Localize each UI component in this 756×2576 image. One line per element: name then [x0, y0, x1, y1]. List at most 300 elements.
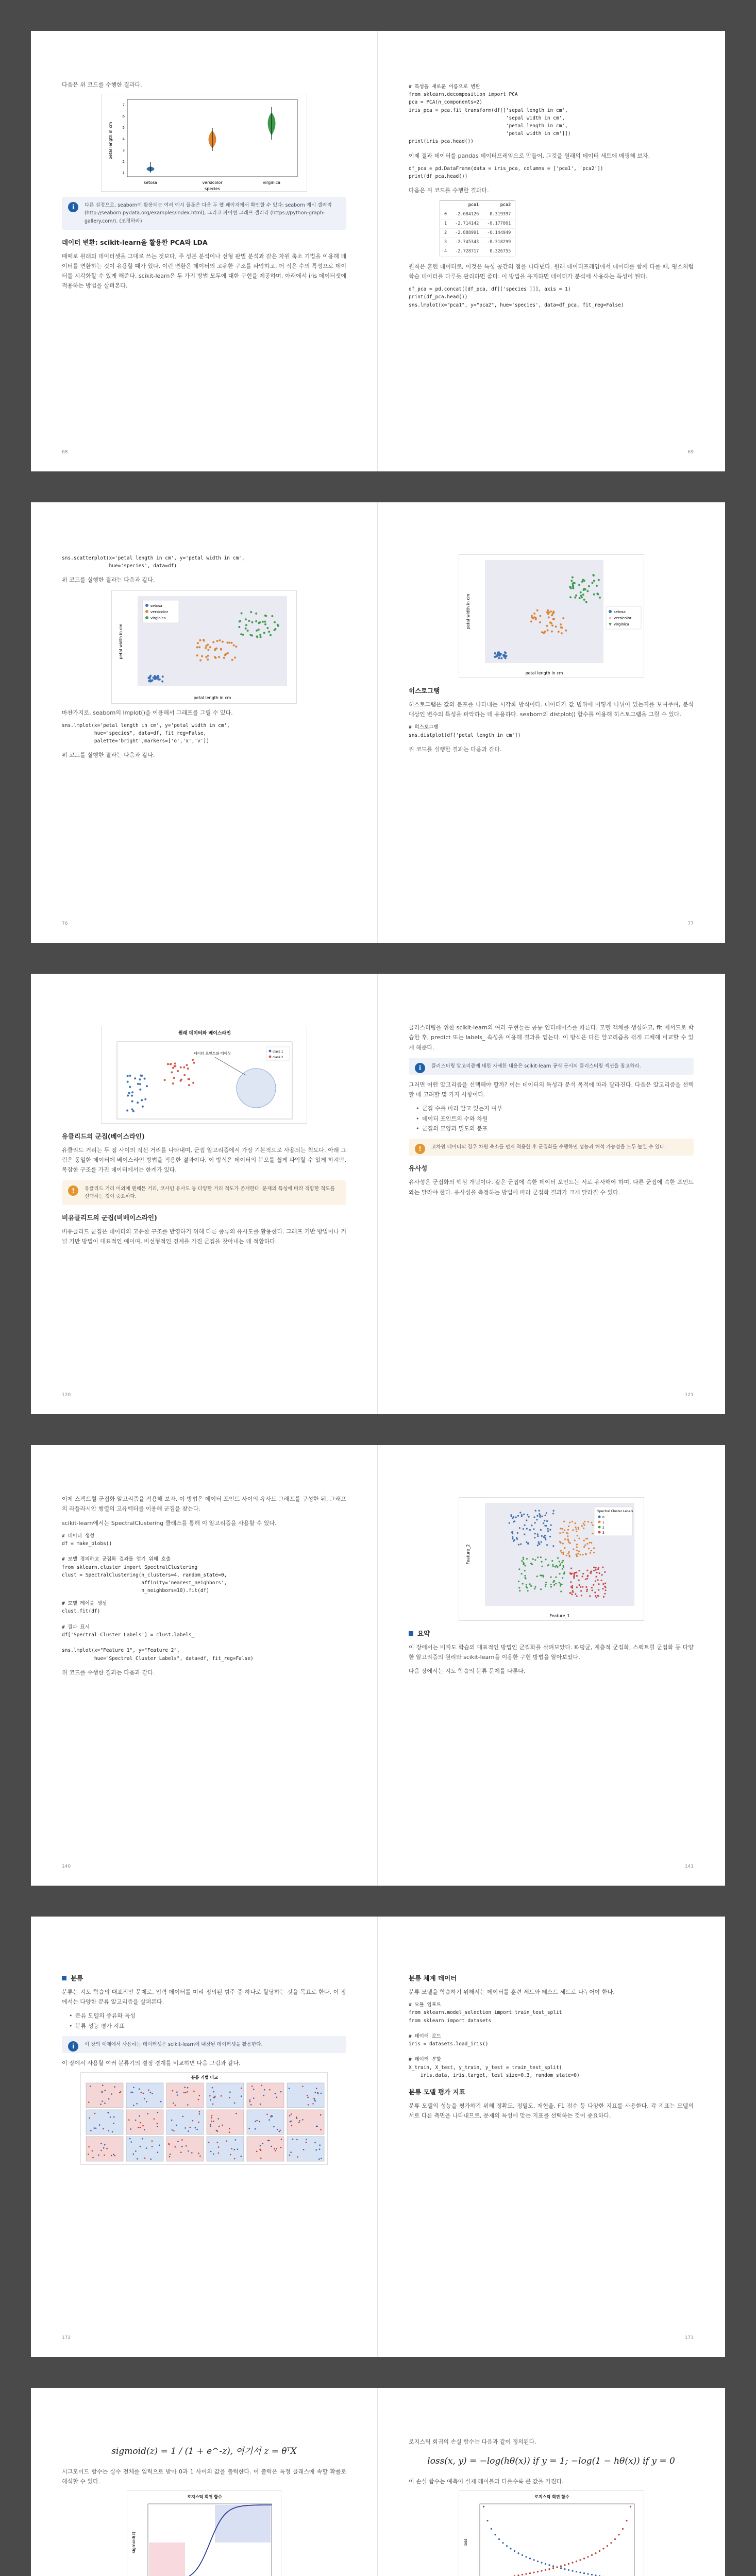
scatter-point — [513, 1516, 514, 1518]
scatter-point — [526, 1541, 527, 1543]
scatter-point — [130, 2142, 132, 2143]
scatter-point — [120, 2091, 122, 2093]
scatter-point — [241, 2096, 242, 2097]
scatter-point — [569, 1543, 570, 1544]
loss-point-y1 — [591, 2574, 592, 2575]
scatter-point — [152, 2141, 153, 2142]
section-heading: 히스토그램 — [409, 687, 440, 694]
scatter-point — [534, 1522, 535, 1523]
scatter-point — [503, 656, 505, 658]
page-footer — [62, 449, 346, 457]
scatter-point — [570, 1581, 572, 1583]
scatter-point — [523, 1514, 525, 1515]
scatter-point — [515, 1516, 516, 1518]
diagram-callout: 데이터 포인트와 메이싱 — [193, 1052, 231, 1056]
loss-point-y1 — [494, 2534, 496, 2535]
scatter-point — [319, 2145, 321, 2146]
scatter-point — [577, 1553, 579, 1554]
scatter-point — [536, 609, 538, 612]
scatter-point — [500, 657, 502, 659]
scatter-point — [141, 2092, 142, 2094]
scatter-point — [260, 2158, 262, 2159]
scatter-point — [94, 2113, 96, 2114]
scatter-point — [538, 1510, 540, 1512]
scatter-point — [171, 2120, 173, 2121]
scatter-point — [524, 1534, 525, 1535]
code-block: # 모듈 임포트 from sklearn.model_selection import train_test_split from sklearn import datasets # 데이터 로드 iris = datasets.load_iris() # 데이터 분할 X_train, X_test, y_train, y_test = train_test_split( iris.data, iris.target, test_size=0.3, random_state=0) — [409, 2002, 580, 2078]
loss-point-y0 — [567, 2563, 569, 2565]
scatter-point — [211, 2121, 212, 2122]
scatter-point — [575, 1529, 577, 1530]
classifier-panel — [287, 2137, 324, 2161]
scatter-point — [131, 1091, 133, 1093]
scatter-point — [172, 2129, 173, 2131]
scatter-point — [525, 1578, 526, 1579]
page-140 — [31, 1445, 378, 1886]
scatter-point — [215, 657, 217, 659]
scatter-point — [546, 1544, 548, 1546]
scatter-point — [561, 1568, 563, 1570]
scatter-point — [222, 640, 224, 642]
scatter-point — [578, 1584, 580, 1586]
body-paragraph: 유사성은 군집화의 핵심 개념이다. 같은 군집에 속한 데이터 포인트는 서로 유사해야 하며, 다른 군집에 속한 포인트와는 달라야 한다. 유사성을 측정하는 방법에 따라 군집화 결과가 크게 달라질 수 있다. — [409, 1179, 694, 1196]
classifier-panel — [247, 2137, 284, 2161]
scatter-point — [180, 1066, 182, 1069]
scatter-point — [234, 2158, 236, 2160]
scatter-point — [248, 620, 250, 622]
scatter-point — [92, 2157, 94, 2159]
scatter-point — [190, 2127, 191, 2128]
classifier-panel — [86, 2083, 123, 2108]
scatter-point — [260, 2150, 262, 2151]
scatter-point — [144, 1098, 146, 1100]
scatter-point — [290, 2121, 291, 2123]
scatter-point — [579, 591, 581, 594]
page-number: 121 — [684, 1393, 694, 1398]
scatter-point — [139, 1083, 141, 1085]
scatter-point — [319, 2149, 321, 2150]
list-item: • 군집 수를 미리 알고 있는지 여부 — [416, 1104, 694, 1113]
scatter-point — [157, 2152, 159, 2154]
body-paragraph: 이 장에서 사용할 여러 분류기의 결정 경계를 비교하면 다음 그림과 같다. — [62, 2060, 241, 2067]
body-paragraph: 분류 모델을 학습하기 위해서는 데이터를 훈련 세트와 테스트 세트로 나누어야 한다. — [409, 1988, 615, 1995]
scatter-point — [534, 1537, 535, 1538]
spread-3 — [31, 974, 725, 1414]
scatter-point — [249, 2101, 251, 2103]
scatter-point — [589, 1595, 591, 1597]
scatter-point — [308, 2104, 309, 2106]
scatter-point — [565, 1555, 567, 1556]
scatter-point — [591, 582, 593, 584]
scatter-point — [264, 623, 266, 625]
scatter-point — [537, 1556, 539, 1558]
scatter-point — [533, 1588, 535, 1589]
scatter-point — [132, 1110, 135, 1112]
page-number: 172 — [62, 2335, 71, 2341]
loss-point-y0 — [598, 2550, 600, 2552]
scatter-point — [583, 1524, 585, 1526]
scatter-point — [547, 1528, 548, 1530]
y-axis-label: petal length in cm — [108, 122, 113, 160]
scatter-point — [192, 1059, 194, 1061]
scatter-point — [321, 2158, 322, 2160]
scatter-point — [250, 2104, 252, 2106]
page-footer — [62, 1863, 346, 1871]
scatter-point — [213, 2154, 214, 2155]
scatter-point — [205, 656, 207, 658]
scatter-point — [213, 2091, 214, 2093]
scatter-point — [302, 2119, 304, 2121]
scatter-point — [546, 629, 548, 631]
scatter-point — [277, 2129, 278, 2130]
scatter-point — [512, 1536, 513, 1538]
svg-text:2: 2 — [122, 160, 125, 164]
scatter-point — [277, 623, 279, 625]
scatter-point — [173, 1077, 175, 1079]
lmplot-petal — [459, 554, 644, 678]
scatter-point — [550, 631, 552, 633]
scatter-point — [602, 1588, 603, 1589]
code-block: sns.scatterplot(x='petal length in cm', y='petal width in cm', hue='species', data=df) — [62, 555, 245, 569]
scatter-point — [134, 1077, 136, 1079]
scatter-point — [549, 1536, 551, 1537]
scatter-point — [545, 1584, 546, 1585]
scatter-point — [578, 1570, 580, 1571]
scatter-point — [582, 594, 584, 596]
scatter-point — [210, 2099, 211, 2101]
scatter-point — [508, 1522, 510, 1524]
scatter-point — [229, 2128, 230, 2130]
scatter-point — [170, 2154, 171, 2155]
scatter-point — [196, 2129, 198, 2130]
scatter-point — [536, 1519, 537, 1520]
scatter-point — [248, 2128, 250, 2129]
scatter-point — [547, 1530, 549, 1532]
scatter-point — [524, 1575, 526, 1577]
scatter-point — [197, 642, 199, 644]
loss-point-y1 — [572, 2570, 573, 2572]
scatter-point — [92, 2150, 93, 2152]
scatter-point — [153, 676, 155, 679]
body-paragraph: 이 손실 함수는 예측이 실제 레이블과 다를수록 큰 값을 가진다. — [409, 2478, 564, 2485]
scatter-point — [127, 1075, 129, 1077]
scatter-point — [529, 1529, 530, 1531]
y-axis-label: petal width in cm — [119, 623, 123, 659]
scatter-point — [235, 646, 237, 648]
scatter-point — [239, 620, 241, 622]
scatter-point — [582, 1523, 584, 1524]
scatter-point — [223, 656, 225, 658]
scatter-point — [597, 1579, 598, 1581]
scatter-point — [210, 2126, 211, 2127]
scatter-point — [137, 2158, 138, 2160]
scatter-point — [103, 2147, 105, 2149]
loss-point-y1 — [513, 2550, 515, 2552]
legend-1: 1 — [602, 1521, 604, 1524]
square-bullet-icon — [62, 1976, 66, 1980]
body-paragraph: 원칙은 훈련 데이터로, 이것은 특성 공간의 점을 나타낸다. 원래 데이터프레임에서 데이터를 함께 다룰 때, 평소처럼 학습 데이터를 다루듯 관리하면 좋다. 이 방법을 유지하면 데이터가 분석에 사용하는 특성이 된다. — [409, 263, 694, 280]
scatter-point — [572, 1529, 574, 1531]
scatter-point — [547, 609, 549, 612]
square-bullet-icon — [409, 1631, 413, 1636]
scatter-point — [518, 1568, 520, 1570]
scatter-point — [568, 1541, 569, 1543]
loss-point-y0 — [521, 2574, 523, 2575]
body-paragraph: 때때로 원래의 데이터셋을 그대로 쓰는 것보다, 주 성분 분석이나 선형 판별 분석과 같은 차원 축소 기법을 이용해 데이터를 변환하는 것이 유용할 때가 있다. 이런 변환은 데이터의 고유한 구조를 파악하고, 더 적은 수의 특성으로 데이터를 시각화할 수 있게 해준다. scikit-learn은 두 가지 방법 모두에 대한 구현을 제공하며, 아래에서 iris 데이터셋에 적용하는 방법을 살펴본다. — [62, 252, 346, 290]
scatter-point — [181, 2140, 183, 2141]
scatter-point — [290, 2152, 292, 2154]
scatter-point — [315, 2092, 316, 2094]
classifier-panel — [287, 2110, 324, 2134]
scatter-point — [598, 1583, 599, 1585]
scatter-point — [576, 1531, 577, 1532]
scatter-point — [562, 1565, 564, 1567]
scatter-point — [321, 2093, 322, 2094]
section-heading: 분류 — [62, 1973, 346, 1984]
scatter-point — [546, 1520, 548, 1522]
scatter-point — [198, 2153, 199, 2155]
scatter-point — [543, 632, 545, 634]
info-icon: i — [68, 202, 78, 212]
scatter-point — [205, 645, 207, 647]
scatter-point — [531, 1524, 532, 1526]
scatter-point — [541, 1575, 542, 1577]
scatter-point — [519, 1590, 520, 1591]
table-row: 3 -2.745343 -0.318299 — [440, 238, 515, 247]
legend-class-1: class 1 — [273, 1050, 283, 1054]
scatter-point — [133, 2087, 135, 2089]
bullet-list — [69, 2011, 346, 2031]
scatter-point — [142, 1106, 144, 1108]
violin-plot — [101, 94, 307, 192]
x-tick-versicolor: versicolor — [202, 180, 223, 185]
classifier-panel — [126, 2083, 163, 2108]
scatter-point — [503, 651, 506, 653]
scatter-point — [247, 630, 249, 632]
scatter-point — [245, 618, 247, 620]
scatter-point — [199, 2095, 200, 2097]
scatter-point — [534, 1510, 536, 1512]
scatter-point — [272, 2116, 273, 2117]
scatter-point — [516, 1537, 517, 1538]
scatter-point — [580, 1595, 582, 1596]
scatter-point — [559, 1541, 560, 1543]
loss-point-y1 — [567, 2569, 569, 2571]
scatter-point — [582, 579, 584, 581]
scatter-point — [518, 1587, 520, 1588]
loss-point-y1 — [517, 2552, 519, 2554]
loss-point-y1 — [525, 2556, 527, 2557]
scatter-point — [160, 2101, 162, 2103]
scatter-point — [590, 1571, 592, 1572]
scatter-point — [157, 2126, 158, 2128]
y-ticks — [123, 103, 125, 175]
scatter-point — [188, 1078, 190, 1080]
scatter-point — [585, 1586, 587, 1588]
scatter-point — [256, 2151, 258, 2153]
scatter-point — [242, 634, 244, 636]
scatter-point — [577, 1527, 579, 1529]
scatter-point — [253, 2089, 255, 2090]
scatter-point — [236, 2113, 237, 2114]
scatter-point — [539, 621, 541, 623]
scatter-point — [111, 2155, 112, 2157]
scatter-point — [316, 2088, 317, 2090]
scatter-point — [530, 620, 532, 622]
scatter-point — [266, 2114, 268, 2115]
loss-point-y0 — [614, 2538, 615, 2540]
scatter-point — [106, 2148, 108, 2149]
scatter-point — [196, 654, 198, 656]
page-number: 77 — [687, 921, 694, 927]
scatter-point — [575, 1553, 577, 1555]
body-paragraph: 마찬가지로, seaborn의 lmplot()을 이용해서 그래프를 그릴 수 있다. — [62, 709, 233, 716]
scatter-point — [289, 2155, 291, 2156]
figure-title: 분류 기법 비교 — [191, 2075, 218, 2080]
scatter-point — [517, 1515, 518, 1517]
scatter-point — [583, 1540, 584, 1541]
scatter-point — [270, 2116, 272, 2118]
scatter-point — [545, 1539, 546, 1540]
scatter-point — [586, 1575, 588, 1577]
scatter-point — [586, 590, 589, 592]
classifier-panel — [166, 2137, 204, 2161]
scatter-point — [150, 2159, 152, 2160]
code-block: # 모델 레이블 생성 clust.fit(df) # 결과 표시 df['Spectral Cluster Labels'] = clust.labels_ sns.lmplot(x="Feature_1", y="Feature_2", hue="Spectral Cluster Labels", data=df, fit_reg=False) — [62, 1601, 254, 1662]
scatter-point — [229, 2132, 230, 2133]
scatter-point — [558, 1561, 560, 1562]
classifier-panel — [86, 2137, 123, 2161]
scatter-point — [161, 680, 163, 682]
loss-point-y1 — [498, 2538, 499, 2540]
scatter-point — [585, 601, 587, 603]
scatter-point — [258, 629, 260, 631]
legend-2: 2 — [602, 1526, 604, 1530]
scatter-point — [102, 2091, 103, 2092]
scatter-point — [555, 1583, 557, 1584]
scatter-point — [226, 641, 228, 643]
scatter-point — [174, 1062, 176, 1064]
scatter-point — [207, 654, 209, 656]
intro-text: 다음은 위 코드를 수행한 결과다. — [62, 81, 142, 88]
scatter-point — [575, 1527, 576, 1528]
scatter-point — [584, 1579, 586, 1580]
scatter-point — [212, 2104, 214, 2105]
scatter-point — [597, 579, 599, 581]
section-heading: 요약 — [409, 1628, 694, 1639]
scatter-point — [104, 2103, 106, 2104]
page-172 — [31, 1917, 378, 2357]
scatter-point — [144, 2098, 145, 2100]
scatter-point — [302, 2086, 304, 2088]
scatter-point — [581, 1525, 582, 1527]
scatter-point — [143, 2093, 144, 2094]
scatter-point — [199, 2156, 201, 2157]
scatter-point — [582, 1554, 583, 1555]
scatter-point — [209, 646, 211, 648]
page-76 — [31, 502, 378, 943]
scatter-point — [148, 680, 150, 682]
scatter-point — [561, 1584, 562, 1585]
scatter-point — [536, 1533, 538, 1535]
info-icon: i — [68, 2041, 78, 2052]
scatter-point — [584, 1521, 585, 1522]
scatter-point — [104, 2144, 106, 2146]
scatter-point — [583, 1546, 585, 1548]
scatter-point — [583, 1528, 584, 1529]
scatter-point — [586, 1543, 588, 1545]
scatter-point — [560, 1563, 561, 1565]
scatter-point — [172, 1067, 174, 1069]
scatter-point — [139, 2089, 140, 2090]
scatter-point — [104, 2090, 106, 2092]
scatter-point — [589, 1542, 590, 1544]
scatter-point — [581, 1575, 583, 1577]
scatter-point — [210, 2124, 211, 2126]
scatter-point — [260, 2145, 261, 2147]
scatter-point — [191, 2153, 193, 2154]
scatter-point — [575, 1593, 576, 1595]
page-footer — [409, 2334, 694, 2343]
scatter-point — [207, 649, 209, 651]
warning-note: ! 고차원 데이터의 경우 차원 축소를 먼저 적용한 후 군집화를 수행하면 성능과 해석 가능성을 모두 높일 수 있다. — [409, 1139, 694, 1156]
svg-text:1: 1 — [122, 171, 125, 176]
x-tick-setosa: setosa — [143, 180, 158, 185]
spread-6 — [31, 2388, 725, 2576]
scatter-point — [518, 1527, 520, 1529]
scatter-point — [592, 574, 594, 577]
section-heading: 유클리드의 군집(베이스라인) — [62, 1132, 145, 1140]
scatter-point — [131, 1095, 133, 1097]
scatter-point — [276, 2097, 278, 2098]
scatter-point — [199, 2113, 200, 2115]
scatter-point — [183, 1074, 186, 1076]
scatter-point — [551, 624, 553, 626]
scatter-point — [214, 2097, 215, 2098]
scatter-point — [219, 639, 221, 641]
loss-point-y1 — [490, 2528, 492, 2530]
scatter-point — [175, 2146, 176, 2148]
loss-point-y0 — [579, 2560, 581, 2561]
scatter-point — [598, 1572, 600, 1574]
loss-point-y0 — [564, 2564, 565, 2566]
scatter-point — [144, 1078, 146, 1080]
loss-point-y0 — [529, 2572, 530, 2574]
page-number: 76 — [62, 921, 68, 927]
scatter-point — [595, 1597, 597, 1598]
scatter-point — [274, 629, 276, 631]
svg-text:3: 3 — [122, 148, 125, 153]
scatter-point — [313, 2098, 315, 2099]
scatter-point — [275, 2093, 276, 2095]
scatter-point — [564, 1538, 566, 1540]
scatter-point — [552, 1513, 553, 1514]
scatter-point — [113, 2154, 114, 2156]
scatter-point — [586, 1590, 587, 1592]
scatter-point — [268, 631, 270, 633]
scatter-point — [273, 2126, 275, 2128]
scatter-point — [527, 1590, 528, 1591]
scatter-point — [196, 646, 198, 648]
scatter-point — [553, 618, 555, 620]
code-block: # 데이터 생성 df = make_blobs() # 모델 정의하고 군집화 결과를 얻기 위해 호출 from sklearn.cluster import SpectralClustering clust = SpectralClustering(n_clusters=4, random_state=0, affinity='nearest_neighbors', n_neighbors=10).fit(df) — [62, 1533, 227, 1594]
scatter-point — [256, 636, 258, 638]
x-axis-label: species — [205, 187, 220, 192]
scatter-point — [199, 639, 201, 641]
loss-point-y0 — [552, 2567, 553, 2569]
scatter-point — [140, 2127, 141, 2129]
scatter-point — [539, 1515, 541, 1516]
